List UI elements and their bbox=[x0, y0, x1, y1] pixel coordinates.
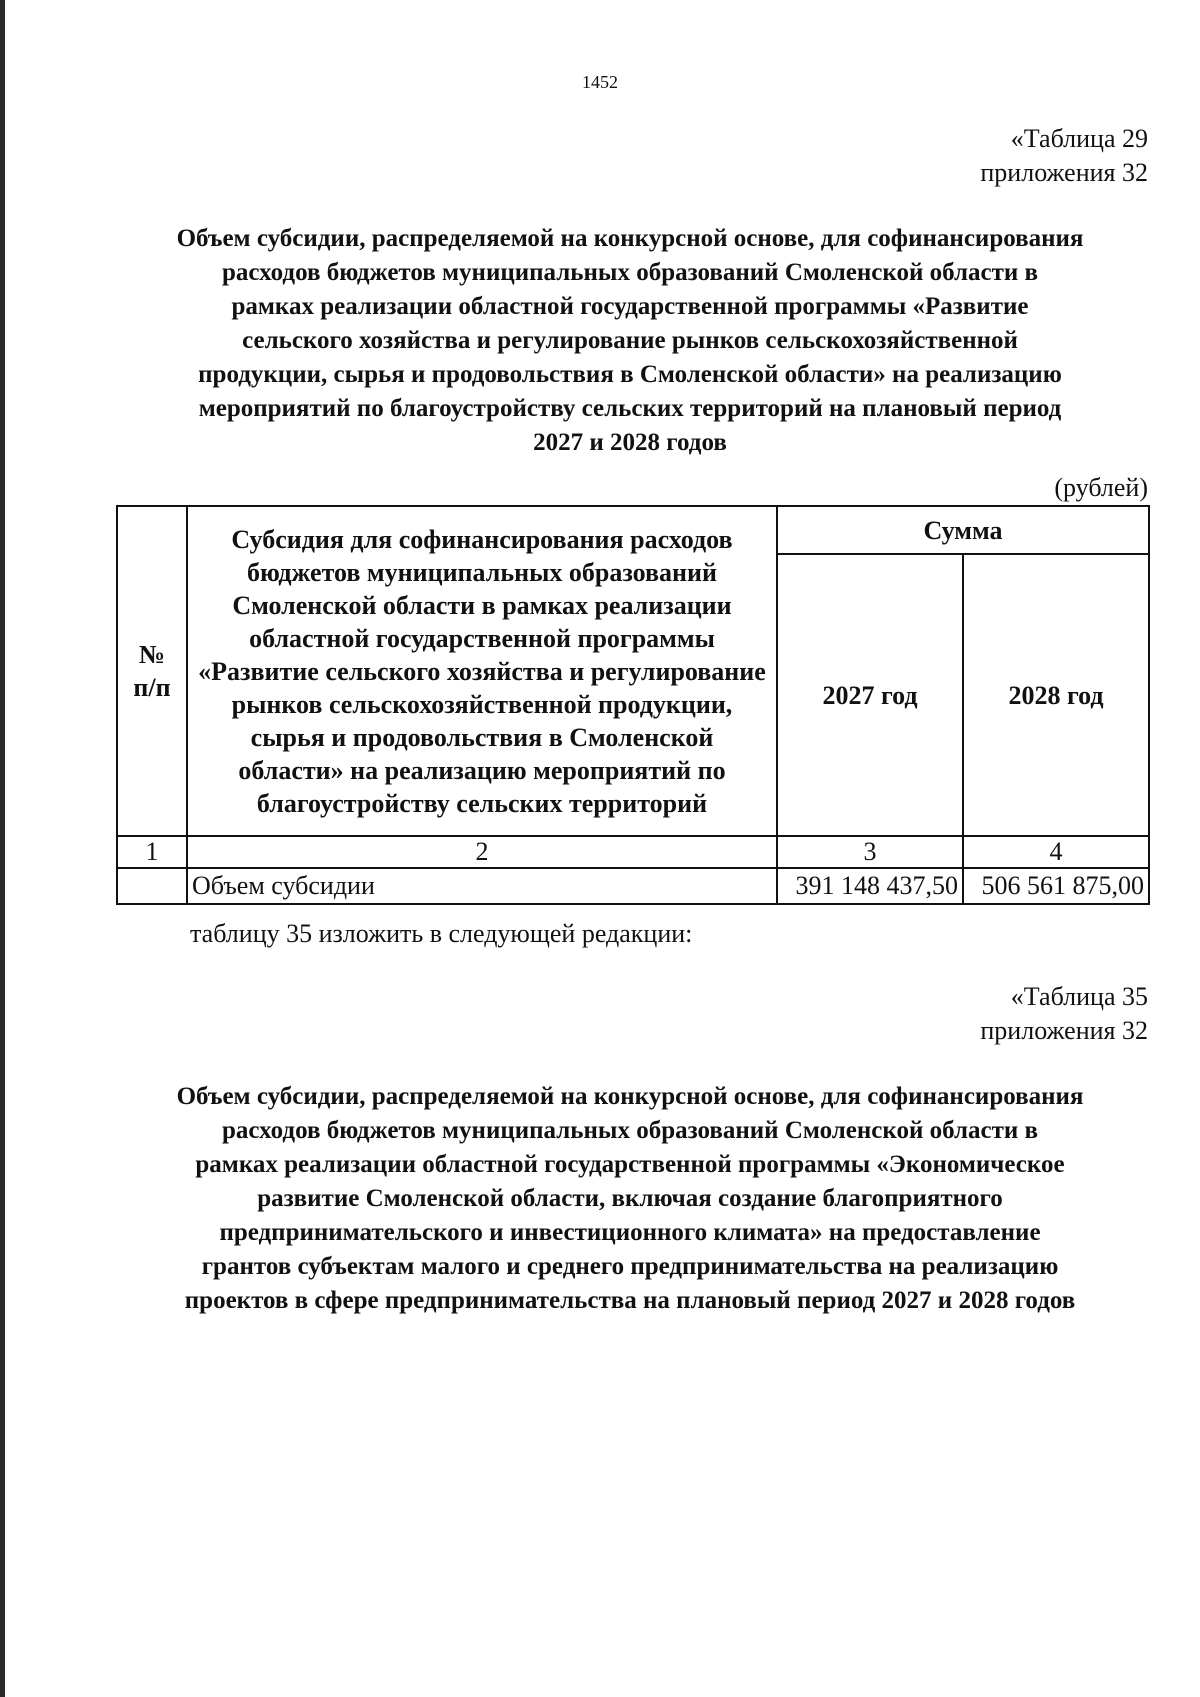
header-year-2027: 2027 год bbox=[777, 554, 963, 836]
subsidy-table bbox=[116, 505, 1150, 905]
row-value-2028: 506 561 875,00 bbox=[963, 868, 1149, 904]
table35-title-line: расходов бюджетов муниципальных образований Смоленской области в bbox=[221, 1117, 1039, 1144]
row-name: Объем субсидии bbox=[187, 868, 777, 904]
table-header-row bbox=[117, 506, 1149, 554]
units-label: (рублей) bbox=[1054, 473, 1148, 502]
table29-title-line: Объем субсидии, распределяемой на конкурсной основе, для софинансирования bbox=[176, 225, 1084, 252]
table35-title-line: развитие Смоленской области, включая создание благоприятного bbox=[257, 1185, 1003, 1212]
table29-ref-line2: приложения 32 bbox=[980, 158, 1148, 187]
table29-reference bbox=[980, 122, 1148, 190]
table-row bbox=[117, 868, 1149, 904]
table35-title-line: проектов в сфере предпринимательства на плановый период 2027 и 2028 годов bbox=[184, 1287, 1076, 1314]
table29-title-line: продукции, сырья и продовольствия в Смоленской области» на реализацию bbox=[198, 361, 1062, 388]
table29-ref-line1: «Таблица 29 bbox=[1010, 124, 1148, 153]
column-number: 4 bbox=[963, 836, 1149, 868]
column-number: 3 bbox=[777, 836, 963, 868]
table35-reference bbox=[980, 980, 1148, 1048]
column-numbers-row bbox=[117, 836, 1149, 868]
table29-title-line: 2027 и 2028 годов bbox=[533, 429, 727, 456]
scan-edge bbox=[0, 0, 5, 1697]
column-number: 2 bbox=[187, 836, 777, 868]
table29-title-line: сельского хозяйства и регулирование рынков сельскохозяйственной bbox=[242, 327, 1018, 354]
header-year-2028: 2028 год bbox=[963, 554, 1149, 836]
table35-ref-line2: приложения 32 bbox=[980, 1016, 1148, 1045]
table35-title-line: Объем субсидии, распределяемой на конкурсной основе, для софинансирования bbox=[176, 1083, 1084, 1110]
instruction-text: таблицу 35 изложить в следующей редакции: bbox=[190, 919, 693, 948]
table29-title-line: рамках реализации областной государственной программы «Развитие bbox=[231, 293, 1029, 320]
table29-title bbox=[110, 222, 1150, 460]
column-number: 1 bbox=[117, 836, 187, 868]
table29-title-line: расходов бюджетов муниципальных образований Смоленской области в bbox=[221, 259, 1039, 286]
table29-title-line: мероприятий по благоустройству сельских территорий на плановый период bbox=[198, 395, 1062, 422]
header-subsidy-description: Субсидия для софинансирования расходов бюджетов муниципальных образований Смоленской области в рамках реализации областной государственной программы «Развитие сельского хозяйства и регулирование рынков сельскохозяйственной продукции, сырья и продовольствия в Смоленской области» на реализацию мероприятий по благоустройству сельских территорий bbox=[187, 506, 777, 836]
table35-title-line: грантов субъектам малого и среднего предпринимательства на реализацию bbox=[201, 1253, 1059, 1280]
row-value-2027: 391 148 437,50 bbox=[777, 868, 963, 904]
header-number: № п/п bbox=[117, 506, 187, 836]
row-number bbox=[117, 868, 187, 904]
table35-title-line: рамках реализации областной государственной программы «Экономическое bbox=[195, 1151, 1065, 1178]
page-number: 1452 bbox=[582, 72, 618, 92]
table35-ref-line1: «Таблица 35 bbox=[1010, 982, 1148, 1011]
header-sum: Сумма bbox=[777, 506, 1149, 554]
table35-title-line: предпринимательского и инвестиционного климата» на предоставление bbox=[219, 1219, 1041, 1246]
table35-title bbox=[110, 1080, 1150, 1318]
